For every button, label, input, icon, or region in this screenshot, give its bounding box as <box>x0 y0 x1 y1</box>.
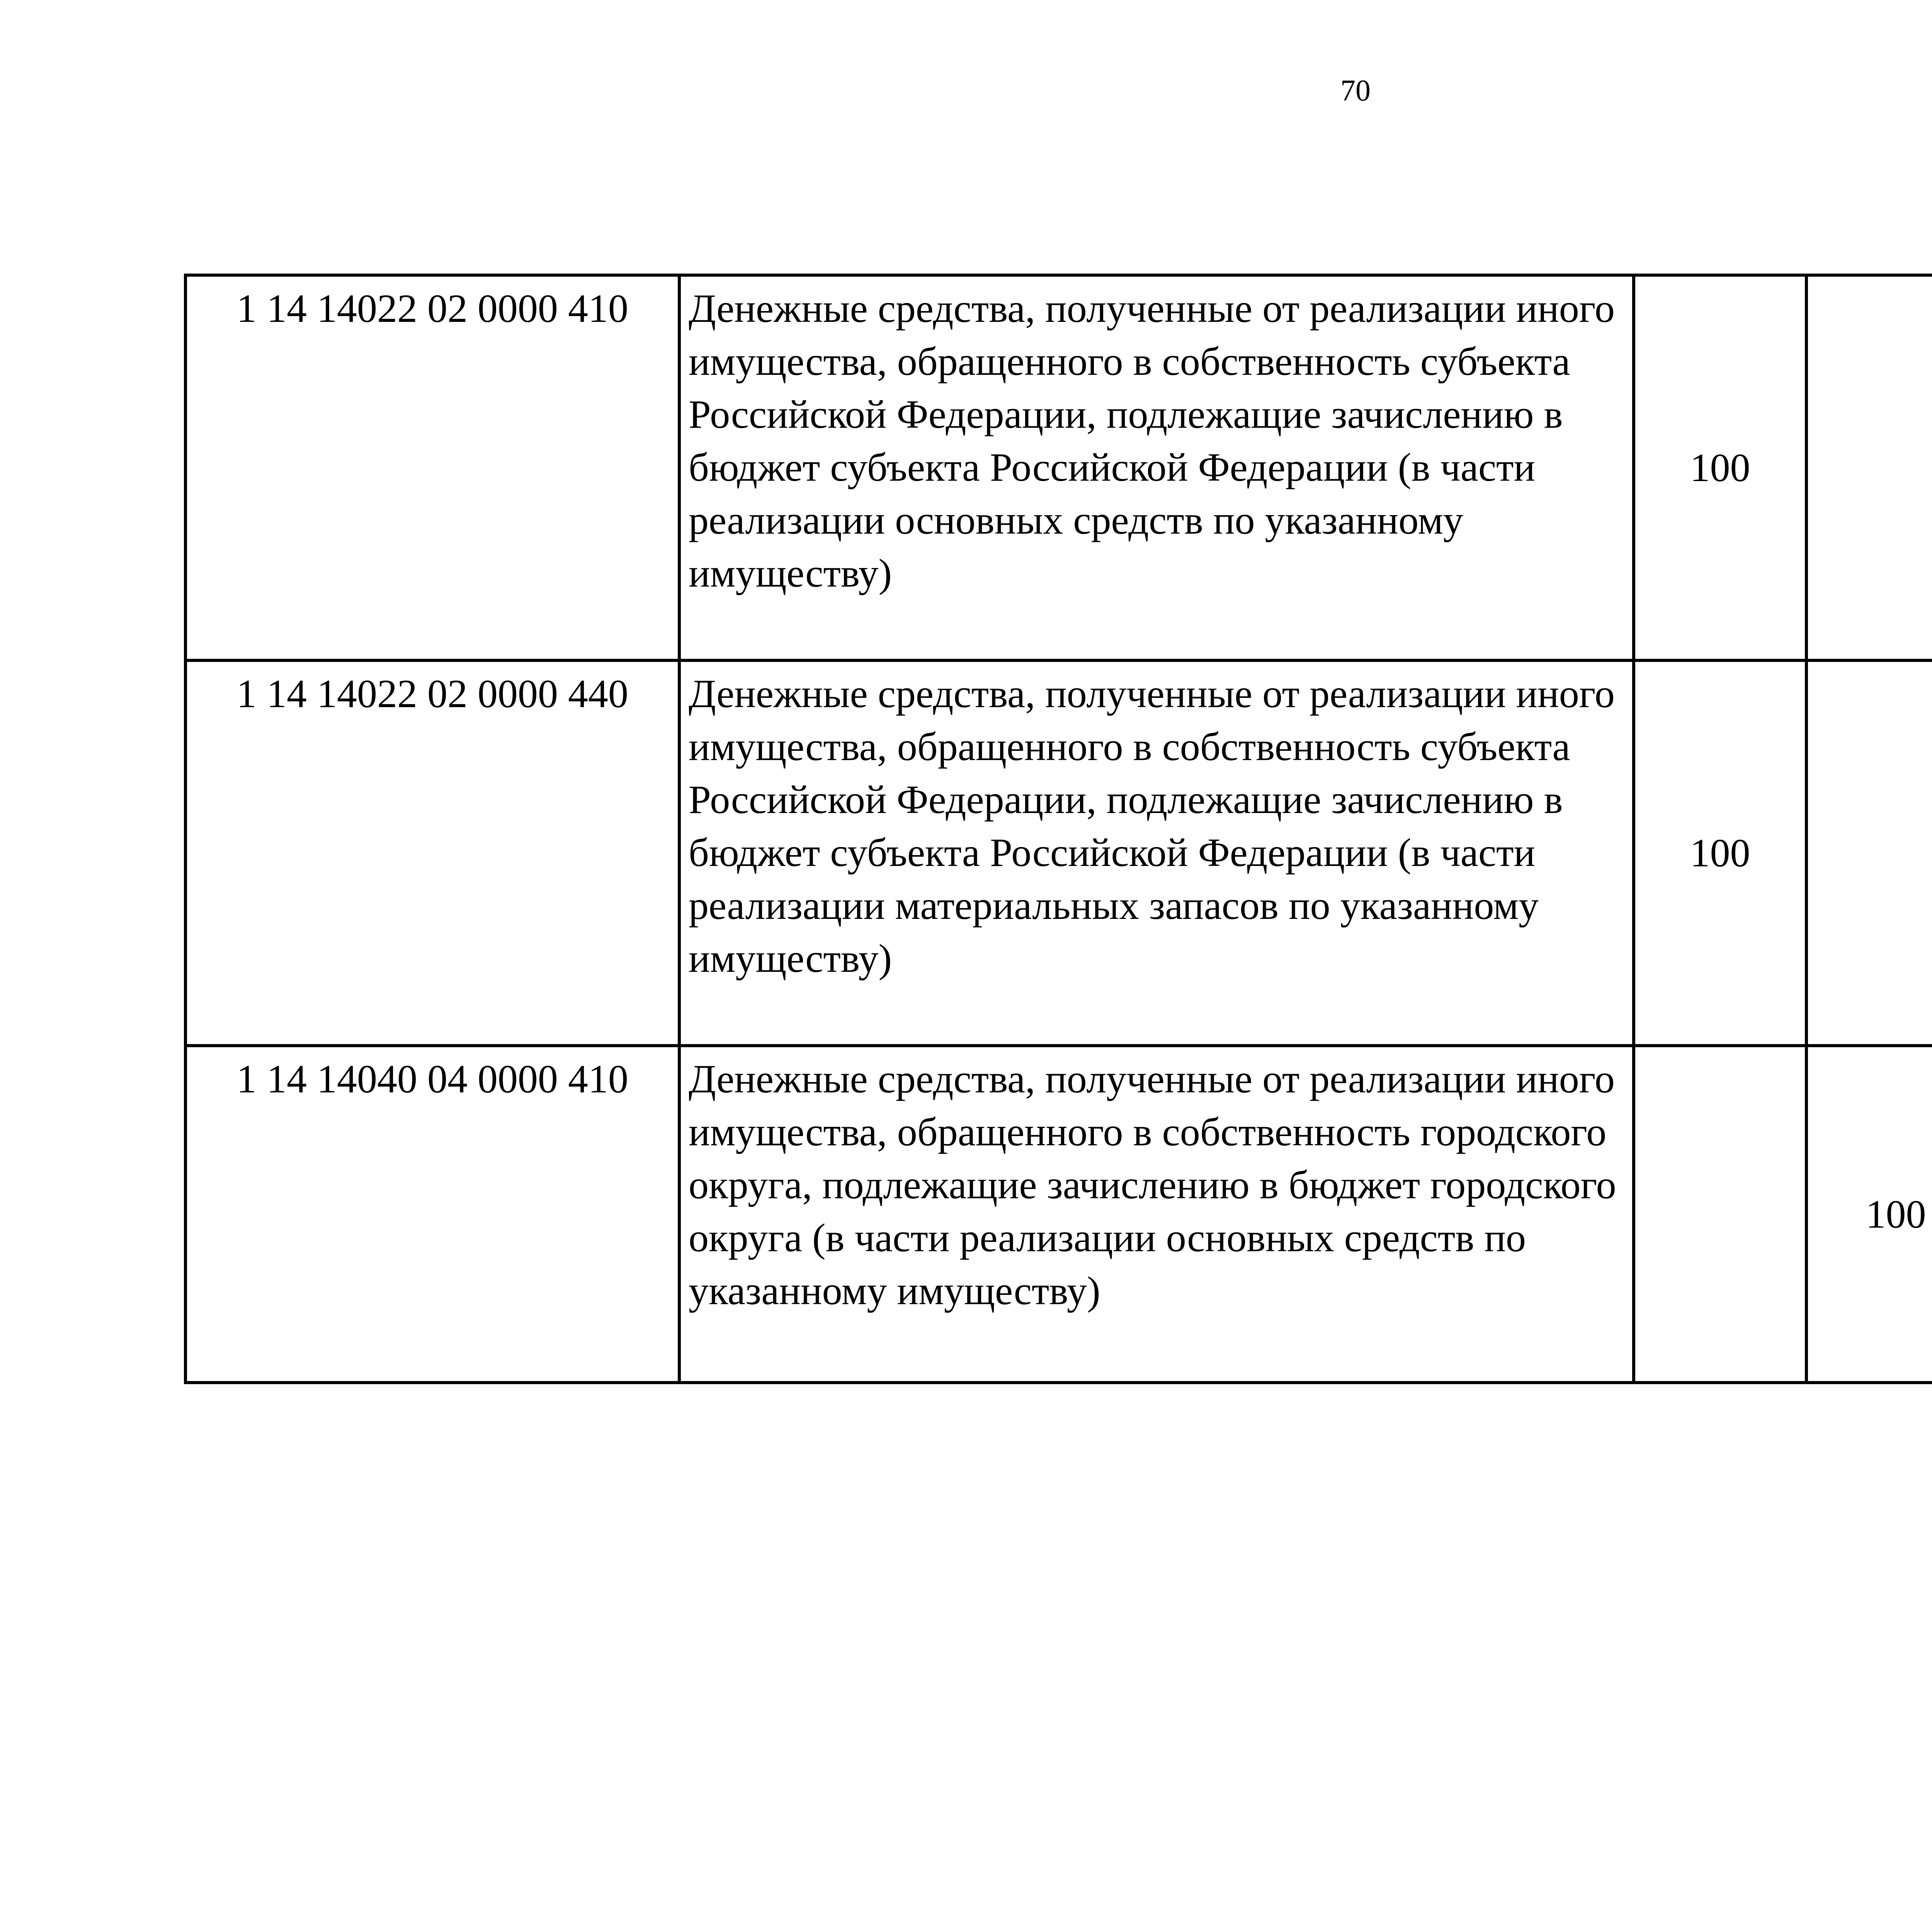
city-district-percent-cell <box>1806 660 1932 1046</box>
federal-budget-percent-cell: 100 <box>1634 275 1806 660</box>
table-row <box>185 275 1932 660</box>
revenue-name-cell: Денежные средства, полученные от реализации иного имущества, обращенного в собственность городского округа, подлежащие зачислению в бюджет городского округа (в части реализации основных средств по указанному имуществу) <box>679 1046 1634 1383</box>
revenue-name-cell: Денежные средства, полученные от реализации иного имущества, обращенного в собственность субъекта Российской Федерации, подлежащие зачислению в бюджет субъекта Российской Федерации (в части реализации основных средств по указанному имуществу) <box>679 275 1634 660</box>
federal-budget-percent-cell: 100 <box>1634 660 1806 1046</box>
table-row <box>185 660 1932 1046</box>
federal-budget-percent-cell <box>1634 1046 1806 1383</box>
kbk-code-cell: 1 14 14040 04 0000 410 <box>185 1046 679 1383</box>
page-number: 70 <box>1340 73 1371 107</box>
revenue-name-cell: Денежные средства, полученные от реализации иного имущества, обращенного в собственность субъекта Российской Федерации, подлежащие зачислению в бюджет субъекта Российской Федерации (в части реализации материальных запасов по указанному имуществу) <box>679 660 1634 1046</box>
budget-classification-table <box>184 274 1932 1384</box>
table-row <box>185 1046 1932 1383</box>
city-district-percent-cell <box>1806 275 1932 660</box>
kbk-code-cell: 1 14 14022 02 0000 440 <box>185 660 679 1046</box>
kbk-code-cell: 1 14 14022 02 0000 410 <box>185 275 679 660</box>
city-district-percent-cell: 100 <box>1806 1046 1932 1383</box>
